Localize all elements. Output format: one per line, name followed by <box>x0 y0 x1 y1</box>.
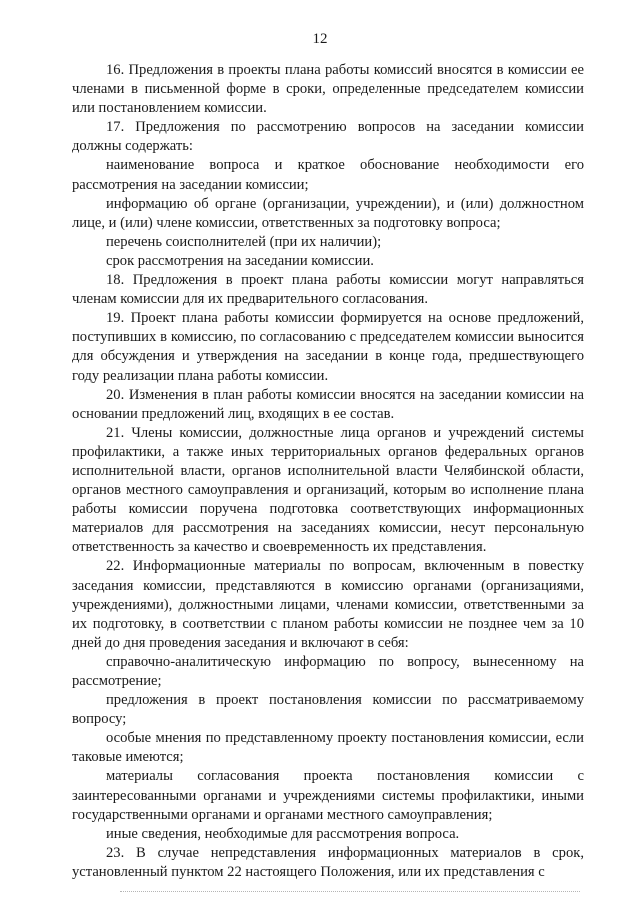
paragraph-23: 23. В случае непредставления информационных материалов в срок, установленный пунктом 22 настоящего Положения, или их представления с <box>72 844 584 880</box>
paragraph-22: 22. Информационные материалы по вопросам, включенным в повестку заседания комиссии, представляются в комиссию органами (организациями, учреждениями), должностными лицами, членами комиссии, ответственными за их подготовку, в соответствии с планом работы комиссии не позднее чем за 10 дней до дня проведения заседания и включают в себя: <box>72 558 584 651</box>
paragraph-22-item-other: иные сведения, необходимые для рассмотрения вопроса. <box>106 825 460 842</box>
paragraph-17-item-term: срок рассмотрения на заседании комиссии. <box>106 252 374 269</box>
paragraph-22-item-approval: материалы согласования проекта постановления комиссии с заинтересованными органами и учреждениями системы профилактики, иными государственными органами и органами местного самоуправления; <box>72 768 584 823</box>
paragraph-17-item-name: наименование вопроса и краткое обоснование необходимости его рассмотрения на заседании комиссии; <box>72 157 584 193</box>
paragraph-22-item-reference: справочно-аналитическую информацию по вопросу, вынесенному на рассмотрение; <box>72 653 584 689</box>
scan-artifact-line <box>120 891 580 892</box>
page-number: 12 <box>312 31 328 47</box>
paragraph-16: 16. Предложения в проекты плана работы комиссий вносятся в комиссии ее членами в письменной форме в сроки, определенные председателем комиссии или постановлением комиссии. <box>72 62 584 117</box>
paragraph-17-item-info: информацию об органе (организации, учреждении), и (или) должностном лице, и (или) члене комиссии, ответственных за подготовку вопроса; <box>72 195 584 231</box>
paragraph-19: 19. Проект плана работы комиссии формируется на основе предложений, поступивших в комиссию, по согласованию с председателем комиссии выносится для обсуждения и утверждения на заседании в конце года, предшествующего году реализации плана работы комиссии. <box>72 310 584 384</box>
paragraph-18: 18. Предложения в проект плана работы комиссии могут направляться членам комиссии для их предварительного согласования. <box>72 272 584 308</box>
paragraph-17: 17. Предложения по рассмотрению вопросов на заседании комиссии должны содержать: <box>72 119 584 155</box>
paragraph-22-item-opinions: особые мнения по представленному проекту постановления комиссии, если таковые имеются; <box>72 730 584 766</box>
paragraph-17-item-coexecutors: перечень соисполнителей (при их наличии); <box>106 233 382 250</box>
paragraph-21: 21. Члены комиссии, должностные лица органов и учреждений системы профилактики, а также иных территориальных органов федеральных органов исполнительной власти, органов исполнительной власти Челябинской области, органов местного самоуправления и организаций, которым во исполнение плана работы комиссии поручена подготовка соответствующих информационных материалов для рассмотрения на заседаниях комиссии, несут персональную ответственность за качество и своевременность их представления. <box>72 424 584 556</box>
paragraph-20: 20. Изменения в план работы комиссии вносятся на заседании комиссии на основании предложений лиц, входящих в ее состав. <box>72 386 584 422</box>
paragraph-22-item-proposals: предложения в проект постановления комиссии по рассматриваемому вопросу; <box>72 692 584 728</box>
document-body <box>72 61 584 882</box>
